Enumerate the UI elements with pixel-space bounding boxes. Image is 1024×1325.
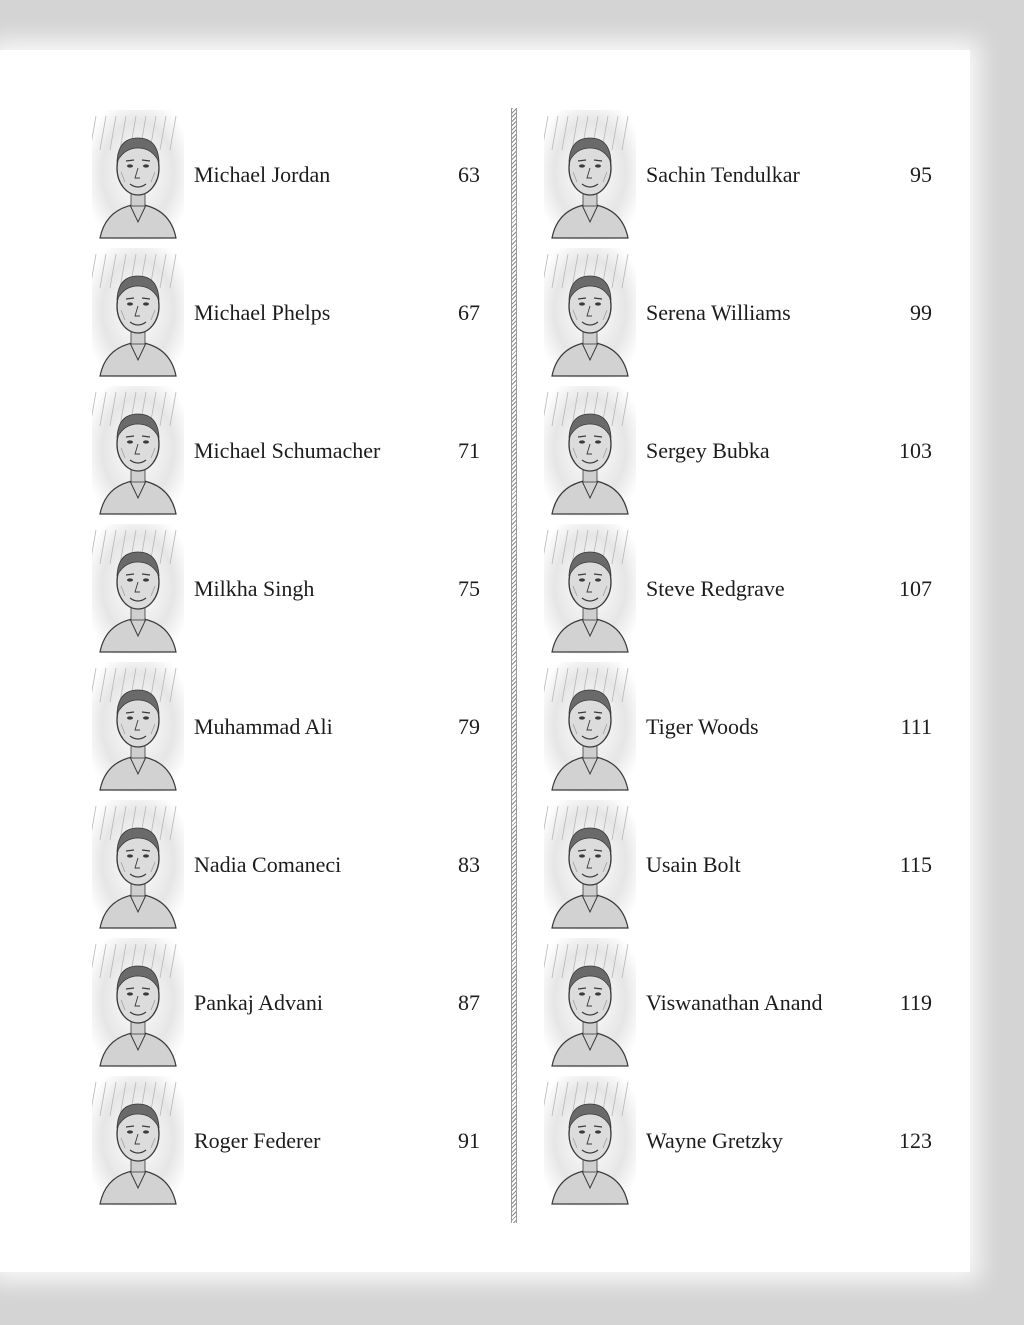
- portrait-sketch-image: [92, 110, 184, 240]
- entry-page-number: 67: [458, 300, 480, 325]
- entry-name: Milkha Singh: [194, 576, 315, 601]
- entry-name: Usain Bolt: [646, 852, 741, 877]
- contents-entry[interactable]: [92, 800, 492, 930]
- contents-entry[interactable]: [544, 938, 944, 1068]
- entry-page-number: 95: [910, 162, 932, 187]
- entry-name: Michael Schumacher: [194, 438, 381, 463]
- entry-page-number: 99: [910, 300, 932, 325]
- portrait-sketch-image: [544, 662, 636, 792]
- entry-name: Michael Jordan: [194, 162, 331, 187]
- portrait-sketch-image: [92, 1076, 184, 1206]
- entry-page-number: 71: [458, 438, 480, 463]
- entry-page-number: 107: [899, 576, 932, 601]
- entry-name: Wayne Gretzky: [646, 1128, 783, 1153]
- contents-entry[interactable]: [544, 248, 944, 378]
- entry-page-number: 83: [458, 852, 480, 877]
- portrait-sketch-image: [544, 248, 636, 378]
- entry-name: Pankaj Advani: [194, 990, 323, 1015]
- contents-entry[interactable]: [544, 662, 944, 792]
- contents-entry[interactable]: [92, 1076, 492, 1206]
- entry-page-number: 63: [458, 162, 480, 187]
- contents-entry[interactable]: [92, 938, 492, 1068]
- portrait-sketch-image: [544, 1076, 636, 1206]
- entry-name: Steve Redgrave: [646, 576, 785, 601]
- portrait-sketch-image: [92, 800, 184, 930]
- portrait-sketch-image: [544, 386, 636, 516]
- contents-entry[interactable]: [92, 524, 492, 654]
- portrait-sketch-image: [92, 386, 184, 516]
- entry-page-number: 119: [899, 990, 932, 1015]
- portrait-sketch-image: [544, 938, 636, 1068]
- entry-page-number: 87: [458, 990, 480, 1015]
- entry-name: Michael Phelps: [194, 300, 331, 325]
- column-divider: [511, 108, 517, 1223]
- contents-entry[interactable]: [544, 524, 944, 654]
- contents-entry[interactable]: [544, 1076, 944, 1206]
- entry-page-number: 103: [899, 438, 932, 463]
- contents-entry[interactable]: [92, 248, 492, 378]
- contents-entry[interactable]: [544, 800, 944, 930]
- portrait-sketch-image: [92, 524, 184, 654]
- portrait-sketch-image: [92, 248, 184, 378]
- entry-page-number: 115: [899, 852, 932, 877]
- portrait-sketch-image: [544, 524, 636, 654]
- entry-page-number: 111: [900, 714, 932, 739]
- contents-entry[interactable]: [92, 386, 492, 516]
- entry-name: Nadia Comaneci: [194, 852, 342, 877]
- contents-entry[interactable]: [544, 386, 944, 516]
- entry-page-number: 91: [458, 1128, 480, 1153]
- portrait-sketch-image: [544, 800, 636, 930]
- entry-name: Tiger Woods: [646, 714, 759, 739]
- entry-name: Roger Federer: [194, 1128, 321, 1153]
- portrait-sketch-image: [92, 938, 184, 1068]
- entry-page-number: 123: [899, 1128, 932, 1153]
- entry-name: Viswanathan Anand: [646, 990, 823, 1015]
- entry-page-number: 79: [458, 714, 480, 739]
- contents-entry[interactable]: [544, 110, 944, 240]
- entry-name: Serena Williams: [646, 300, 791, 325]
- entry-name: Muhammad Ali: [194, 714, 333, 739]
- entry-name: Sachin Tendulkar: [646, 162, 800, 187]
- contents-page: [0, 50, 970, 1272]
- portrait-sketch-image: [92, 662, 184, 792]
- contents-entry[interactable]: [92, 662, 492, 792]
- contents-entry[interactable]: [92, 110, 492, 240]
- entry-name: Sergey Bubka: [646, 438, 770, 463]
- entry-page-number: 75: [458, 576, 480, 601]
- portrait-sketch-image: [544, 110, 636, 240]
